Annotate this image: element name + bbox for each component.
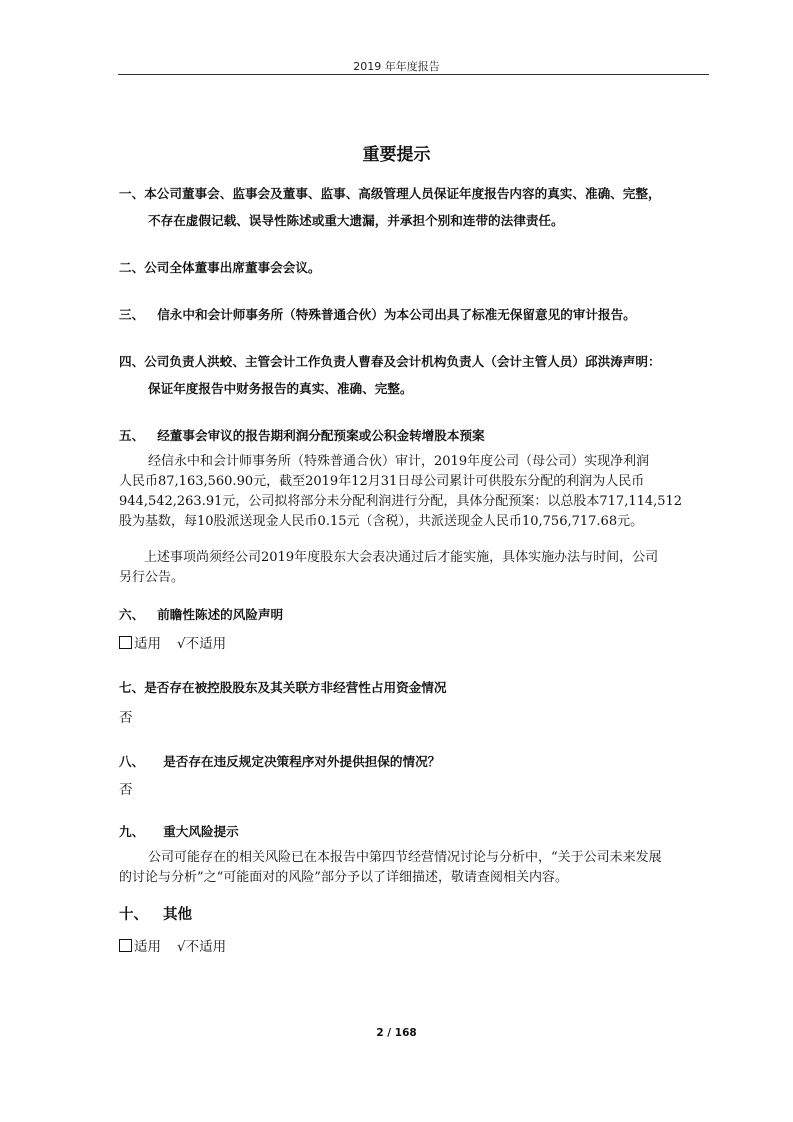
section-8-heading: 是否存在违反规定决策程序对外提供担保的情况？: [163, 754, 441, 769]
option-applicable: 适用: [134, 636, 161, 652]
section-10-heading: 其他: [163, 907, 192, 923]
section-10-number: 十、: [119, 907, 148, 923]
section-1-number: 一、: [119, 186, 145, 201]
section-2: [119, 257, 321, 276]
section-5-body-line-3: 944,542,263.91元，公司拟将部分未分配利润进行分配，具体分配预案：以总股本717,114,512: [119, 494, 683, 509]
section-3-number: 三、: [119, 307, 145, 322]
section-2-line-1: 公司全体董事出席董事会会议。: [144, 260, 321, 275]
section-4-line-1: 公司负责人洪蛟、主管会计工作负责人曹春及会计机构负责人（会计主管人员）邱洪涛声明：: [144, 354, 661, 369]
section-1: [119, 183, 661, 202]
section-7-answer: 否: [119, 710, 133, 726]
unchecked-box-icon: [119, 636, 132, 649]
section-6-heading: 前瞻性陈述的风险声明: [157, 607, 284, 622]
section-3: [119, 304, 636, 323]
section-10: [119, 903, 192, 924]
section-7: [119, 677, 446, 696]
header-divider: [118, 74, 709, 75]
section-9-number: 九、: [119, 824, 145, 839]
section-1-line-1: 本公司董事会、监事会及董事、监事、高级管理人员保证年度报告内容的真实、准确、完整，: [144, 186, 661, 201]
section-6-number: 六、: [119, 607, 145, 622]
running-header: 2019 年年度报告: [353, 60, 440, 73]
section-10-options: [119, 935, 226, 955]
section-5-body2-line-2: 另行公告。: [119, 570, 185, 585]
option-not-applicable: 不适用: [185, 939, 227, 955]
check-mark-icon: √: [177, 636, 186, 652]
section-8-number: 八、: [119, 754, 145, 769]
page-title: 重要提示: [362, 145, 431, 165]
section-8: [119, 751, 440, 770]
check-mark-icon: √: [177, 939, 186, 955]
section-7-heading: 是否存在被控股股东及其关联方非经营性占用资金情况: [144, 680, 447, 695]
section-4: [119, 351, 661, 370]
section-5-body-line-2: 人民币87,163,560.90元，截至2019年12月31日母公司累计可供股东分配的利润为人民币: [119, 474, 645, 489]
section-5-heading: 经董事会审议的报告期利润分配预案或公积金转增股本预案: [157, 428, 485, 443]
section-4-line-2: 保证年度报告中财务报告的真实、准确、完整。: [148, 381, 413, 396]
option-applicable: 适用: [134, 939, 161, 955]
section-6: [119, 604, 283, 623]
section-9-body-line-2: 的讨论与分析”之“可能面对的风险”部分予以了详细描述，敬请查阅相关内容。: [119, 870, 568, 885]
section-9-body-line-1: 公司可能存在的相关风险已在本报告中第四节经营情况讨论与分析中，“关于公司未来发展: [148, 850, 662, 865]
section-5-body-line-1: 经信永中和会计师事务所（特殊普通合伙）审计，2019年度公司（母公司）实现净利润: [148, 454, 650, 469]
section-1-line-2: 不存在虚假记载、误导性陈述或重大遗漏，并承担个别和连带的法律责任。: [148, 213, 564, 228]
section-5-body-line-4: 股为基数，每10股派送现金人民币0.15元（含税），共派送现金人民币10,756,717.68元。: [119, 514, 644, 529]
section-8-answer: 否: [119, 782, 133, 798]
section-2-number: 二、: [119, 260, 145, 275]
unchecked-box-icon: [119, 939, 132, 952]
section-5-body2-line-1: 上述事项尚须经公司2019年度股东大会表决通过后才能实施，具体实施办法与时间，公司: [144, 550, 659, 565]
option-not-applicable: 不适用: [185, 636, 227, 652]
page-number: 2 / 168: [376, 1027, 417, 1039]
section-9-heading: 重大风险提示: [163, 824, 239, 839]
section-7-number: 七、: [119, 680, 145, 695]
section-9: [119, 821, 239, 840]
section-5: [119, 425, 485, 444]
section-6-options: [119, 632, 226, 652]
section-5-number: 五、: [119, 428, 145, 443]
section-4-number: 四、: [119, 354, 145, 369]
section-3-line-1: 信永中和会计师事务所（特殊普通合伙）为本公司出具了标准无保留意见的审计报告。: [157, 307, 636, 322]
